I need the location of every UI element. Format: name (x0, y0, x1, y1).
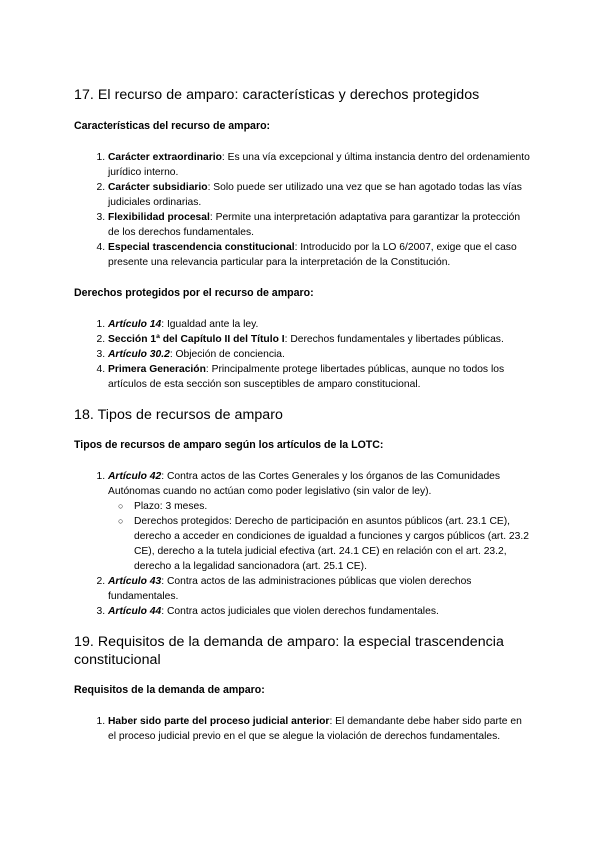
requisitos-list (74, 714, 530, 744)
tipos-list (74, 469, 530, 619)
list-item: 2. Artículo 43: Contra actos de las administraciones públicas que violen derechos fundamentales. (108, 574, 530, 604)
articulo-42-sublist (108, 499, 530, 574)
list-item: 3. Artículo 44: Contra actos judiciales que violen derechos fundamentales. (108, 604, 530, 619)
caracteristicas-heading: Características del recurso de amparo: (74, 120, 271, 132)
sub-list-item: ○ Plazo: 3 meses. (134, 499, 530, 514)
caracteristicas-list (74, 150, 530, 270)
sub-list-item: ○ Derechos protegidos: Derecho de participación en asuntos públicos (art. 23.1 CE), derecho a acceder en condiciones de igualdad a funciones y cargos públicos (art. 23.2 CE), derecho a la tutela judicial efectiva (art. 24.1 CE) en relación con el art. 23.2, derecho a la legalidad sancionadora (art. 25.1 CE). (134, 514, 530, 574)
section-19-title: 19. Requisitos de la demanda de amparo: la especial trascendencia constitucional (74, 634, 504, 668)
list-item: 2. Sección 1ª del Capítulo II del Título I: Derechos fundamentales y libertades públicas. (108, 332, 530, 347)
derechos-heading: Derechos protegidos por el recurso de amparo: (74, 287, 314, 299)
section-17-title: 17. El recurso de amparo: características y derechos protegidos (74, 87, 480, 103)
list-item: 1. Haber sido parte del proceso judicial anterior: El demandante debe haber sido parte en el proceso judicial previo en el que se alegue la violación de derechos fundamentales. (108, 714, 530, 744)
requisitos-heading: Requisitos de la demanda de amparo: (74, 684, 265, 696)
list-item: 1. Artículo 14: Igualdad ante la ley. (108, 317, 530, 332)
list-item: 1. Carácter extraordinario: Es una vía excepcional y última instancia dentro del ordenamiento jurídico interno. (108, 150, 530, 180)
list-item: 4. Especial trascendencia constitucional: Introducido por la LO 6/2007, exige que el caso presente una relevancia particular para la interpretación de la Constitución. (108, 240, 530, 270)
list-item: 4. Primera Generación: Principalmente protege libertades públicas, aunque no todos los artículos de esta sección son susceptibles de amparo constitucional. (108, 362, 530, 392)
list-item: 3. Artículo 30.2: Objeción de conciencia. (108, 347, 530, 362)
list-item: 3. Flexibilidad procesal: Permite una interpretación adaptativa para garantizar la protección de los derechos fundamentales. (108, 210, 530, 240)
tipos-heading: Tipos de recursos de amparo según los artículos de la LOTC: (74, 439, 384, 451)
derechos-list (74, 317, 530, 392)
section-18-title: 18. Tipos de recursos de amparo (74, 407, 283, 423)
list-item: 1. Artículo 42: Contra actos de las Cortes Generales y los órganos de las Comunidades Autónomas cuando no actúan como poder legislativo (sin valor de ley). ○ Plazo: 3 meses. ○ Derechos protegidos: Derecho de participación en asuntos públicos (art. 23.1 CE), derecho a acceder en condiciones de igualdad a funciones y cargos públicos (art. 23.2 CE), derecho a la tutela judicial efectiva (art. 24.1 CE) en relación con el art. 23.2, derecho a la legalidad sancionadora (art. 25.1 CE). (108, 469, 530, 574)
list-item: 2. Carácter subsidiario: Solo puede ser utilizado una vez que se han agotado todas las vías judiciales ordinarias. (108, 180, 530, 210)
